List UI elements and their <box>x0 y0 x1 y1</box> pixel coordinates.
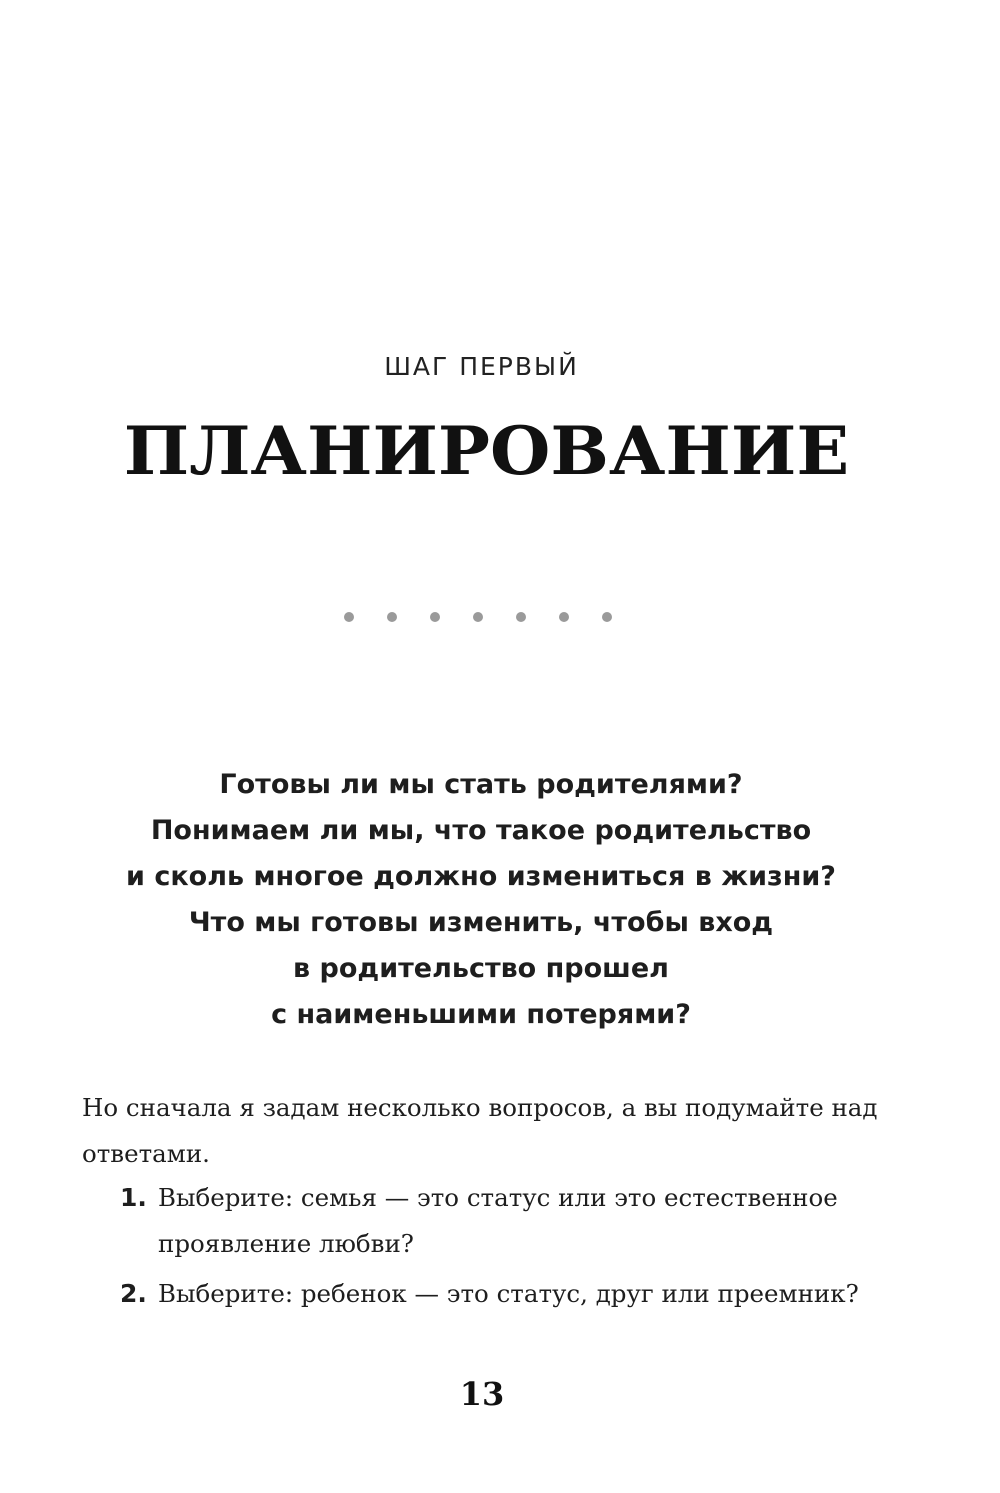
list-item-text: проявление любви? <box>158 1229 414 1258</box>
ornament-dot <box>602 612 612 622</box>
list-item-text: Выберите: ребенок — это статус, друг или преемник? <box>158 1279 859 1308</box>
list-item <box>82 1271 902 1317</box>
intro-paragraph <box>82 1085 902 1177</box>
chapter-title: ПЛАНИРОВАНИЕ <box>123 412 850 490</box>
question-line: с наименьшими потерями? <box>271 999 691 1030</box>
question-line: Понимаем ли мы, что такое родительство <box>150 815 812 846</box>
ornament-dot <box>559 612 569 622</box>
lead-questions <box>0 762 962 1038</box>
ornament-dot <box>473 612 483 622</box>
ornament-dot <box>516 612 526 622</box>
ornament-dot <box>344 612 354 622</box>
list-item-number: 2. <box>120 1279 147 1308</box>
question-line: Что мы готовы изменить, чтобы вход <box>188 907 774 938</box>
question-line: и сколь многое должно измениться в жизни? <box>126 861 836 892</box>
ornament-dot <box>430 612 440 622</box>
step-label: ШАГ ПЕРВЫЙ <box>384 352 579 381</box>
list-item-text: Выберите: семья — это статус или это естественное <box>158 1183 838 1212</box>
intro-line: Но сначала я задам несколько вопросов, а вы подумайте над <box>82 1093 878 1122</box>
ornament-dot <box>387 612 397 622</box>
ornament-dots <box>0 612 955 622</box>
page-number: 13 <box>459 1375 505 1413</box>
question-list <box>82 1175 902 1321</box>
list-item-number: 1. <box>120 1183 147 1212</box>
list-item <box>82 1175 902 1267</box>
question-line: Готовы ли мы стать родителями? <box>219 769 743 800</box>
question-line: в родительство прошел <box>293 953 669 984</box>
intro-line: ответами. <box>82 1139 210 1168</box>
